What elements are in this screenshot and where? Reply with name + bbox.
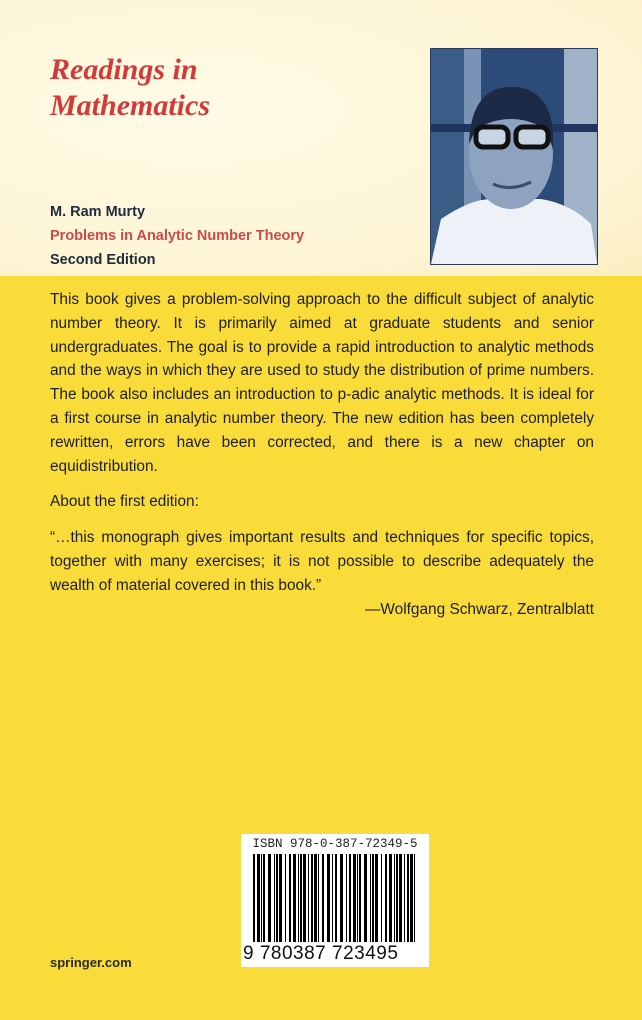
barcode-bar: [364, 854, 367, 942]
barcode-bar: [335, 854, 337, 942]
barcode-bar: [375, 854, 378, 942]
barcode-bar: [285, 854, 286, 942]
barcode-bar: [257, 854, 260, 942]
barcode-bar: [318, 854, 319, 942]
barcode-bar: [404, 854, 405, 942]
book-info: [50, 200, 304, 272]
barcode-bar: [340, 854, 343, 942]
barcode-bar: [357, 854, 358, 942]
book-title: Problems in Analytic Number Theory: [50, 228, 305, 244]
back-cover-text: [50, 288, 594, 633]
barcode-bar: [303, 854, 306, 942]
review-attribution: —Wolfgang Schwarz, Zentralblatt: [365, 600, 594, 618]
barcode-bar: [261, 854, 262, 942]
series-title: [50, 52, 210, 124]
barcode-bar: [346, 854, 347, 942]
isbn-barcode: [241, 834, 429, 967]
edition: Second Edition: [50, 252, 156, 268]
barcode-bars: [251, 854, 421, 942]
barcode-bar: [372, 854, 374, 942]
barcode-bar: [394, 854, 395, 942]
author-photo: [430, 48, 598, 265]
barcode-bar: [359, 854, 361, 942]
barcode-bar: [298, 854, 299, 942]
series-title-line-1: Readings in: [50, 53, 198, 86]
barcode-bar: [396, 854, 398, 942]
barcode-bar: [274, 854, 275, 942]
barcode-bar: [263, 854, 265, 942]
barcode-bar: [370, 854, 371, 942]
barcode-bar: [399, 854, 402, 942]
author-name: M. Ram Murty: [50, 204, 146, 220]
barcode-bar: [314, 854, 317, 942]
ean-digits: 9 780387 723495: [243, 943, 427, 965]
website-link[interactable]: springer.com: [50, 955, 132, 970]
barcode-bar: [253, 854, 255, 942]
barcode-bar: [327, 854, 330, 942]
barcode-bar: [289, 854, 291, 942]
barcode-bar: [276, 854, 278, 942]
barcode-bar: [385, 854, 387, 942]
barcode-bar: [349, 854, 351, 942]
barcode-bar: [407, 854, 409, 942]
barcode-bar: [332, 854, 333, 942]
barcode-bar: [322, 854, 324, 942]
barcode-bar: [279, 854, 282, 942]
barcode-bar: [381, 854, 382, 942]
barcode-bar: [311, 854, 313, 942]
book-description: This book gives a problem-solving approach to the difficult subject of analytic number theory. It is primarily aimed at graduate students and senior undergraduates. The goal is to provide a rapid introduction to analytic methods and the ways in which they are used to study the distribution of prime numbers. The book also includes an introduction to p-adic analytic methods. It is ideal for a first course in analytic number theory. The new edition has been completely rewritten, errors have been corrected, and there is a new chapter on equidistribution.: [50, 291, 594, 475]
barcode-bar: [414, 854, 415, 942]
review-quote: “…this monograph gives important results and techniques for specific topics, together with many exercises; it is not possible to describe adequately the wealth of material covered in this book.”: [50, 529, 594, 594]
barcode-bar: [410, 854, 413, 942]
review-heading: About the first edition:: [50, 493, 199, 511]
barcode-bar: [300, 854, 302, 942]
series-title-line-2: Mathematics: [50, 89, 211, 122]
barcode-bar: [308, 854, 309, 942]
barcode-bar: [389, 854, 392, 942]
isbn-label: ISBN 978-0-387-72349-5: [252, 837, 418, 851]
barcode-bar: [268, 854, 271, 942]
barcode-bar: [353, 854, 356, 942]
barcode-bar: [293, 854, 296, 942]
